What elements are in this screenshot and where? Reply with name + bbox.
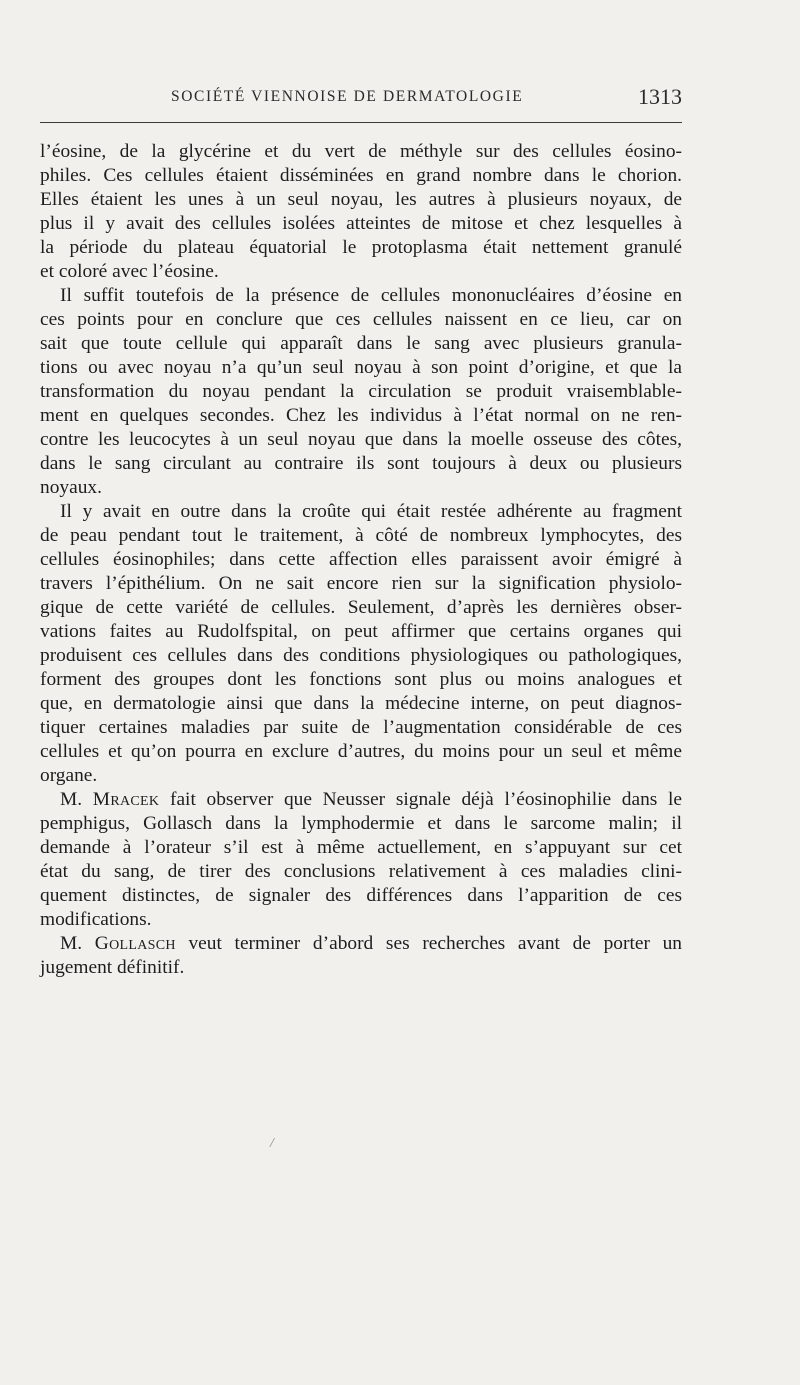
text-line: pemphigus, Gollasch dans la lymphodermie et dans le sarcome malin; il [40, 813, 682, 834]
text-line: plus il y avait des cellules isolées atteintes de mitose et chez lesquelles à [40, 213, 682, 234]
text-line: et coloré avec l’éosine. [40, 261, 219, 282]
text-line: demande à l’orateur s’il est à même actuellement, en s’appuyant sur cet [40, 837, 682, 858]
text-line: forment des groupes dont les fonctions sont plus ou moins analogues et [40, 669, 682, 690]
text-line: que, en dermatologie ainsi que dans la médecine interne, on peut diagnos- [40, 693, 682, 714]
paragraph [40, 140, 682, 284]
text-line: transformation du noyau pendant la circulation se produit vraisemblable- [40, 381, 682, 402]
text-line: cellules éosinophiles; dans cette affection elles paraissent avoir émigré à [40, 549, 682, 570]
body-text [40, 140, 682, 980]
text-line: tions ou avec noyau n’a qu’un seul noyau à son point d’origine, et que la [40, 357, 682, 378]
paragraph [40, 788, 682, 932]
speaker-prefix: M. [60, 789, 93, 810]
text-line: organe. [40, 765, 98, 786]
text-line: vations faites au Rudolfspital, on peut affirmer que certains organes qui [40, 621, 682, 642]
text-line: philes. Ces cellules étaient disséminées en grand nombre dans le chorion. [40, 165, 682, 186]
text-line: dans le sang circulant au contraire ils sont toujours à deux ou plusieurs [40, 453, 682, 474]
text-line: Il y avait en outre dans la croûte qui était restée adhérente au fragment [60, 501, 682, 522]
page-number: 1313 [638, 84, 682, 109]
text-line: ment en quelques secondes. Chez les individus à l’état normal on ne ren- [40, 405, 682, 426]
text-line: tiquer certaines maladies par suite de l’augmentation considérable de ces [40, 717, 682, 738]
text-line: quement distinctes, de signaler des différences dans l’apparition de ces [40, 885, 682, 906]
text-line: noyaux. [40, 477, 102, 498]
running-title: SOCIÉTÉ VIENNOISE DE DERMATOLOGIE [171, 88, 524, 105]
running-header [40, 84, 682, 114]
text-line: Il suffit toutefois de la présence de cellules mononucléaires d’éosine en [60, 285, 682, 306]
speaker-name: Gollasch [94, 933, 176, 954]
paragraph [40, 932, 682, 980]
speaker-name: Mracek [92, 789, 160, 810]
text-line [40, 932, 682, 956]
text-line: modifications. [40, 909, 152, 930]
stray-mark: / [270, 1136, 274, 1151]
text-line: gique de cette variété de cellules. Seulement, d’après les dernières obser- [40, 597, 682, 618]
text-line: produisent ces cellules dans des conditions physiologiques ou pathologiques, [40, 645, 682, 666]
speaker-prefix: M. [60, 933, 95, 954]
line-text: veut terminer d’abord ses recherches avant de porter un [175, 933, 683, 954]
text-line: état du sang, de tirer des conclusions relativement à ces maladies clini- [40, 861, 682, 882]
text-line: contre les leucocytes à un seul noyau que dans la moelle osseuse des côtes, [40, 429, 682, 450]
text-line: jugement définitif. [40, 957, 185, 978]
text-line: cellules et qu’on pourra en exclure d’autres, du moins pour un seul et même [40, 741, 682, 762]
paragraph [40, 500, 682, 788]
paragraph [40, 284, 682, 500]
text-line: la période du plateau équatorial le protoplasma était nettement granulé [40, 237, 682, 258]
text-line: travers l’épithélium. On ne sait encore rien sur la signification physiolo- [40, 573, 682, 594]
text-line [40, 788, 682, 812]
text-line: ces points pour en conclure que ces cellules naissent en ce lieu, car on [40, 309, 682, 330]
text-line: l’éosine, de la glycérine et du vert de méthyle sur des cellules éosino- [40, 141, 682, 162]
line-text: fait observer que Neusser signale déjà l’éosinophilie dans le [159, 789, 683, 810]
text-line: de peau pendant tout le traitement, à côté de nombreux lymphocytes, des [40, 525, 682, 546]
text-line: sait que toute cellule qui apparaît dans le sang avec plusieurs granula- [40, 333, 682, 354]
text-line: Elles étaient les unes à un seul noyau, les autres à plusieurs noyaux, de [40, 189, 682, 210]
header-rule [40, 122, 682, 123]
